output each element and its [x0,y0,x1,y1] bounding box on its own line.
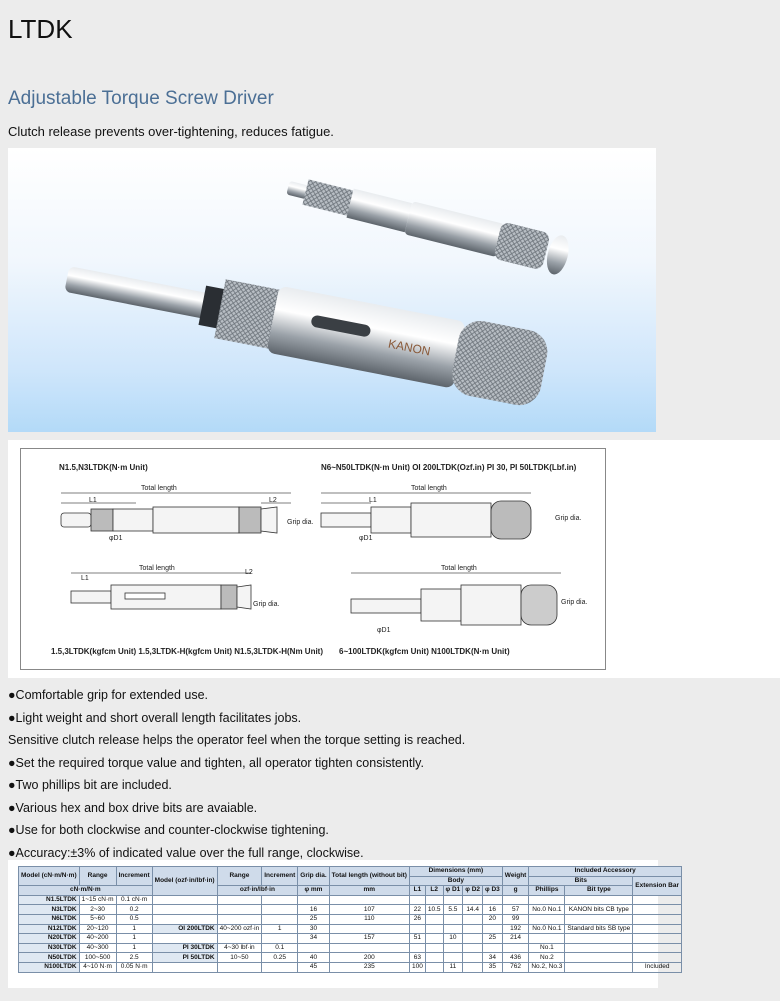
table-cell-range: 100~500 [79,953,116,963]
table-cell-range2 [217,962,262,972]
table-cell-grip: 45 [298,962,329,972]
spec-table [18,866,682,973]
table-cell-ext [633,943,682,953]
diagram-frame [20,448,606,670]
table-cell-d3: 16 [483,905,503,915]
table-cell-bittype [565,895,633,905]
table-cell-l1 [409,943,425,953]
total-length-label: Total length [139,565,175,572]
table-cell-d3: 34 [483,953,503,963]
screwdrivers-illustration [8,148,656,432]
table-cell-inc: 1 [116,924,152,934]
col-weight: Weight [502,867,529,886]
table-cell-total: 235 [329,962,409,972]
table-cell-l2: 10.5 [425,905,443,915]
table-cell-model2 [152,914,217,924]
engraving-text: KANON [387,336,432,359]
table-cell-d3 [483,895,503,905]
table-cell-inc: 1 [116,934,152,944]
table-cell-l1 [409,924,425,934]
table-row [19,953,682,963]
table-cell-d1: 10 [443,934,463,944]
table-cell-phillips: No.2, No.3 [529,962,565,972]
diagram-label-top-right: N6~N50LTDK(N·m Unit) OI 200LTDK(Ozf.in) PI 30, PI 50LTDK(Lbf.in) [321,463,577,472]
table-cell-range2: 10~50 [217,953,262,963]
table-cell-d3 [483,924,503,934]
col-bits: Bits [529,876,633,886]
table-cell-d1 [443,924,463,934]
table-cell-grip: 25 [298,914,329,924]
table-cell-l2 [425,962,443,972]
table-cell-range: 40~300 [79,943,116,953]
table-cell-bittype: Standard bits SB type [565,924,633,934]
table-cell-bittype [565,914,633,924]
col-bittype: Bit type [565,886,633,896]
total-length-label: Total length [141,485,177,492]
table-cell-total [329,943,409,953]
table-cell-inc2: 0.25 [262,953,298,963]
l2-label: L2 [269,497,277,504]
table-cell-d3: 20 [483,914,503,924]
grip-label: Grip dia. [561,599,588,606]
table-cell-d2 [463,962,483,972]
table-cell-range: 20~120 [79,924,116,934]
col-accessory: Included Accessory [529,867,682,877]
feature-item: ●Various hex and box drive bits are avaiable. [8,800,258,815]
table-cell-inc: 0.05 N·m [116,962,152,972]
table-cell-phillips [529,895,565,905]
table-cell-d2 [463,914,483,924]
table-row [19,962,682,972]
table-cell-d2 [463,953,483,963]
total-length-label: Total length [411,485,447,492]
l2-label: L2 [245,569,253,576]
table-cell-l2 [425,924,443,934]
table-row [19,943,682,953]
diagram-label-top-left: N1.5,N3LTDK(N·m Unit) [59,463,148,472]
table-cell-inc2: 1 [262,924,298,934]
table-cell-range2 [217,905,262,915]
table-cell-inc: 0.5 [116,914,152,924]
table-cell-d3 [483,943,503,953]
col-total: Total length (without bit) [329,867,409,886]
table-cell-d2 [463,895,483,905]
col-d3: φ D3 [483,886,503,896]
table-cell-range2 [217,914,262,924]
table-cell-grip: 16 [298,905,329,915]
table-cell-ext [633,905,682,915]
table-cell-model: N50LTDK [19,953,80,963]
unit-ozf: ozf·in/lbf·in [217,886,298,896]
table-cell-model2: PI 50LTDK [152,953,217,963]
table-cell-l1: 26 [409,914,425,924]
table-cell-range2: 40~200 ozf·in [217,924,262,934]
table-cell-inc2 [262,934,298,944]
table-cell-phillips: No.2 [529,953,565,963]
table-cell-phillips: No.0 No.1 [529,924,565,934]
table-cell-ext [633,914,682,924]
table-cell-phillips: No.1 [529,943,565,953]
table-cell-bittype [565,934,633,944]
table-cell-l1: 22 [409,905,425,915]
table-cell-model: N12LTDK [19,924,80,934]
feature-list [8,684,768,864]
unit-phi-mm: φ mm [298,886,329,896]
col-increment2: Increment [262,867,298,886]
l1-label: L1 [89,497,97,504]
table-cell-ext: Included [633,962,682,972]
col-l2: L2 [425,886,443,896]
col-range2: Range [217,867,262,886]
table-cell-range2 [217,934,262,944]
feature-item: ●Light weight and short overall length facilitates jobs. [8,710,302,725]
col-d1: φ D1 [443,886,463,896]
dimension-diagram [8,440,780,678]
table-cell-model: N6LTDK [19,914,80,924]
table-cell-model2: OI 200LTDK [152,924,217,934]
diagram-label-bottom-right: 6~100LTDK(kgfcm Unit) N100LTDK(N·m Unit) [339,647,510,656]
table-cell-range: 40~200 [79,934,116,944]
table-cell-l2 [425,895,443,905]
table-cell-model2: PI 30LTDK [152,943,217,953]
total-length-label: Total length [441,565,477,572]
grip-label: Grip dia. [555,515,582,522]
feature-item: ●Accuracy:±3% of indicated value over the full range, clockwise. [8,845,364,860]
col-dimensions: Dimensions (mm) [409,867,502,877]
table-cell-model: N100LTDK [19,962,80,972]
table-row [19,905,682,915]
col-model2: Model (ozf·in/lbf·in) [152,867,217,896]
table-cell-weight: 762 [502,962,529,972]
table-cell-ext [633,924,682,934]
feature-item: ●Two phillips bit are included. [8,778,172,792]
table-cell-range: 4~10 N·m [79,962,116,972]
table-cell-l2 [425,953,443,963]
product-subtitle: Adjustable Torque Screw Driver [8,88,274,109]
table-cell-total: 157 [329,934,409,944]
table-cell-d2 [463,943,483,953]
table-cell-grip [298,943,329,953]
l1-label: L1 [369,497,377,504]
table-row [19,895,682,905]
table-row [19,924,682,934]
table-cell-l1: 51 [409,934,425,944]
table-cell-inc2 [262,914,298,924]
table-cell-bittype [565,953,633,963]
table-cell-model: N20LTDK [19,934,80,944]
col-range: Range [79,867,116,886]
table-cell-inc2: 0.1 [262,943,298,953]
table-cell-grip: 30 [298,924,329,934]
grip-label: Grip dia. [253,601,280,608]
unit-mm: mm [329,886,409,896]
table-cell-d1 [443,895,463,905]
table-cell-total [329,924,409,934]
product-tagline: Clutch release prevents over-tightening, reduces fatigue. [8,124,334,139]
table-cell-range2: 4~30 lbf·in [217,943,262,953]
table-cell-total: 200 [329,953,409,963]
table-cell-ext [633,895,682,905]
col-phillips: Phillips [529,886,565,896]
table-cell-d1 [443,953,463,963]
table-cell-inc: 0.2 [116,905,152,915]
table-cell-d2 [463,934,483,944]
table-cell-grip: 40 [298,953,329,963]
page-title: LTDK [8,14,73,44]
table-cell-phillips [529,914,565,924]
table-cell-range: 2~30 [79,905,116,915]
table-cell-l1: 63 [409,953,425,963]
table-cell-d1 [443,943,463,953]
table-cell-weight [502,895,529,905]
unit-g: g [502,886,529,896]
table-cell-phillips [529,934,565,944]
col-d2: φ D2 [463,886,483,896]
d1-label: φD1 [109,535,123,542]
table-cell-weight: 214 [502,934,529,944]
table-cell-total [329,895,409,905]
table-cell-inc2 [262,905,298,915]
unit-cnm: cN·m/N·m [19,886,153,896]
table-cell-l2 [425,914,443,924]
table-cell-bittype [565,962,633,972]
feature-item: ●Comfortable grip for extended use. [8,688,209,702]
table-cell-d1 [443,914,463,924]
table-cell-d2 [463,924,483,934]
table-cell-l2 [425,934,443,944]
d1-label: φD1 [359,535,373,542]
table-row [19,914,682,924]
table-cell-weight: 99 [502,914,529,924]
table-cell-d1: 5.5 [443,905,463,915]
table-cell-phillips: No.0 No.1 [529,905,565,915]
col-grip: Grip dia. [298,867,329,886]
table-cell-grip: 34 [298,934,329,944]
table-cell-range: 5~60 [79,914,116,924]
d1-label: φD1 [377,627,391,634]
table-cell-total: 110 [329,914,409,924]
feature-item: ●Set the required torque value and tighten, all operator tighten consistently. [8,755,424,770]
col-l1: L1 [409,886,425,896]
technical-drawings [21,449,605,669]
table-cell-model2 [152,895,217,905]
table-cell-model2 [152,962,217,972]
table-cell-inc2 [262,962,298,972]
table-cell-grip [298,895,329,905]
col-increment: Increment [116,867,152,886]
table-cell-model2 [152,934,217,944]
table-cell-weight: 436 [502,953,529,963]
table-cell-bittype [565,943,633,953]
col-body: Body [409,876,502,886]
table-row [19,934,682,944]
col-extension: Extension Bar [633,876,682,895]
table-cell-l1 [409,895,425,905]
table-cell-ext [633,953,682,963]
table-cell-d3: 25 [483,934,503,944]
col-model: Model (cN·m/N·m) [19,867,80,886]
table-cell-weight: 57 [502,905,529,915]
table-cell-inc: 1 [116,943,152,953]
l1-label: L1 [81,575,89,582]
table-cell-d2: 14.4 [463,905,483,915]
table-cell-range2 [217,895,262,905]
grip-label: Grip dia. [287,519,314,526]
table-cell-weight [502,943,529,953]
spec-table-container [8,860,680,988]
table-cell-inc: 0.1 cN·m [116,895,152,905]
feature-item: ●Use for both clockwise and counter-clockwise tightening. [8,823,329,837]
table-cell-model: N3LTDK [19,905,80,915]
table-cell-l2 [425,943,443,953]
table-cell-model: N30LTDK [19,943,80,953]
table-cell-inc: 2.5 [116,953,152,963]
table-cell-ext [633,934,682,944]
table-cell-d3: 35 [483,962,503,972]
table-cell-total: 107 [329,905,409,915]
table-cell-weight: 192 [502,924,529,934]
table-cell-range: 1~15 cN·m [79,895,116,905]
table-cell-inc2 [262,895,298,905]
table-cell-model: N1.5LTDK [19,895,80,905]
feature-item: Sensitive clutch release helps the operator feel when the torque setting is reached. [8,733,466,747]
table-cell-bittype: KANON bits CB type [565,905,633,915]
table-cell-model2 [152,905,217,915]
table-cell-d1: 11 [443,962,463,972]
table-cell-l1: 100 [409,962,425,972]
product-photo [8,148,656,432]
diagram-label-bottom-left: 1.5,3LTDK(kgfcm Unit) 1.5,3LTDK-H(kgfcm Unit) N1.5,3LTDK-H(Nm Unit) [51,647,324,656]
